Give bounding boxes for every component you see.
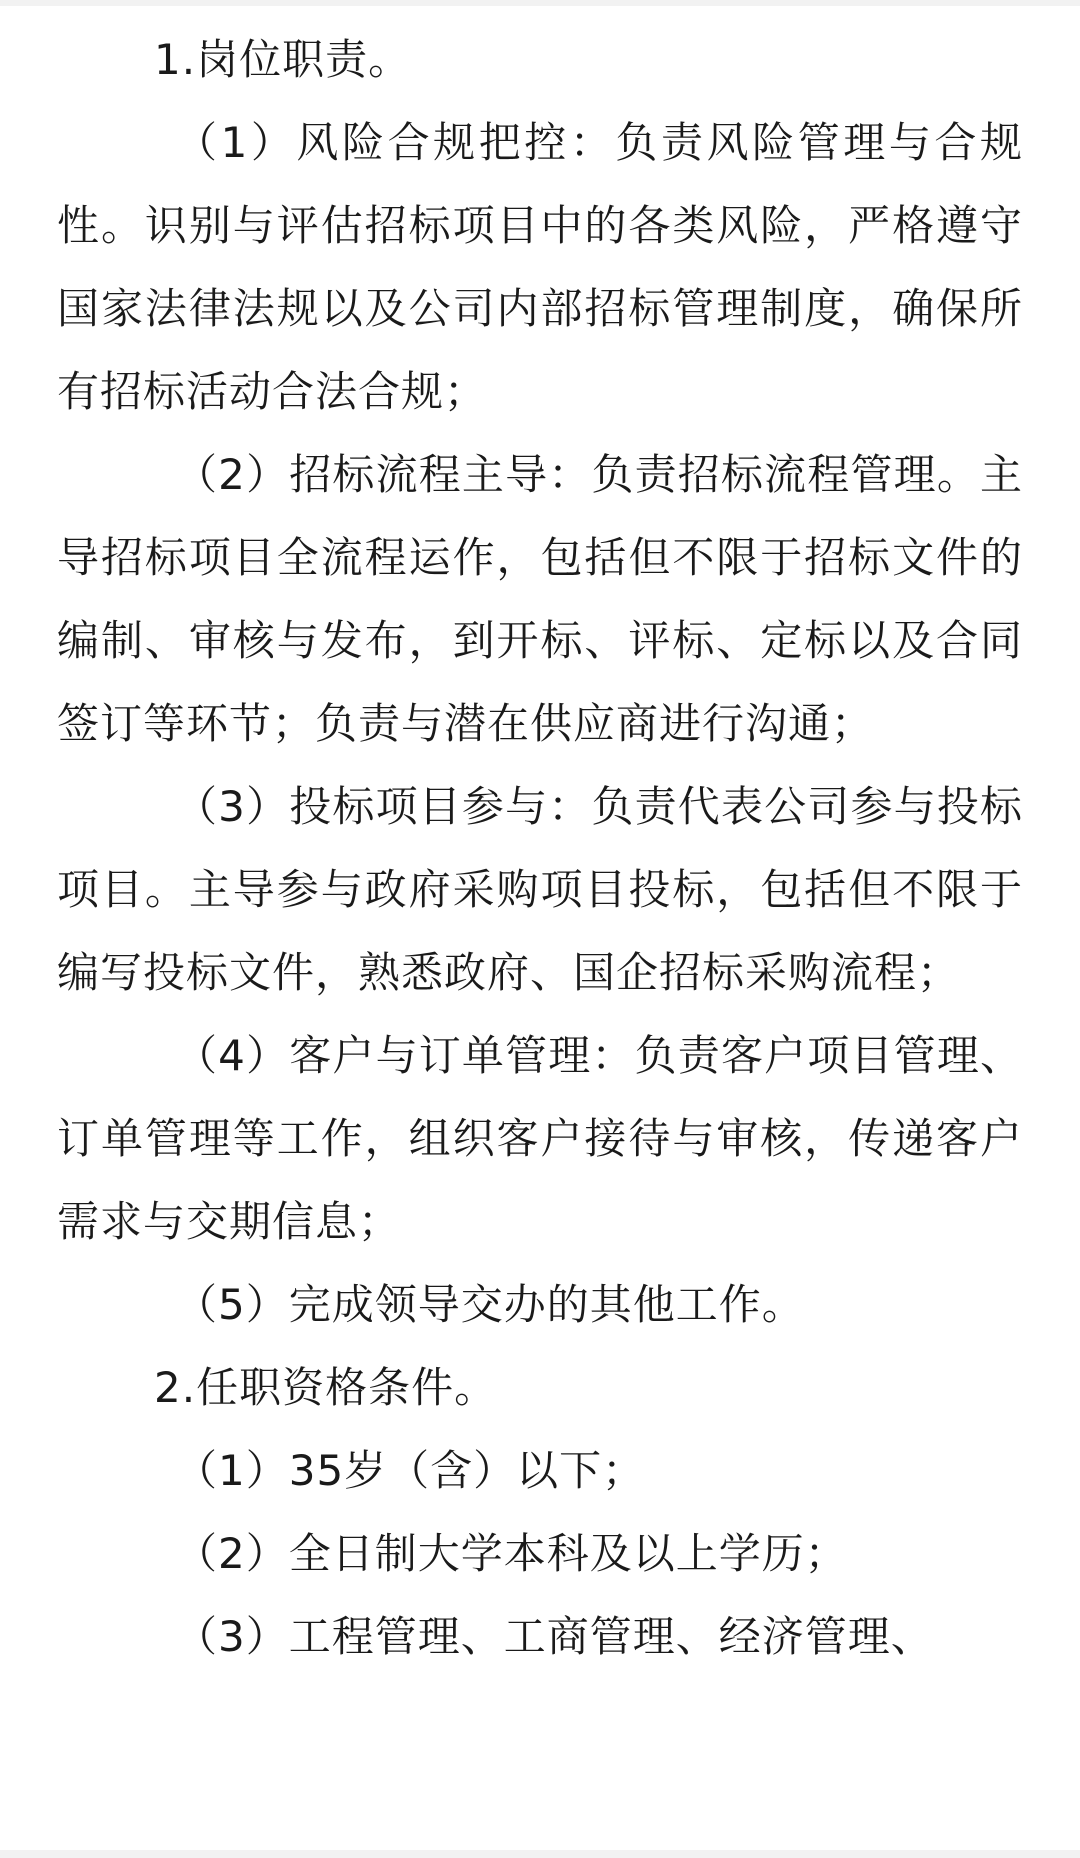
bottom-divider	[0, 1850, 1080, 1858]
duty-item-2: （2）招标流程主导：负责招标流程管理。主导招标项目全流程运作，包括但不限于招标文件的编制、审核与发布，到开标、评标、定标以及合同签订等环节；负责与潜在供应商进行沟通；	[57, 450, 1023, 748]
document-body	[57, 18, 1023, 1678]
qualification-item-2: （2）全日制大学本科及以上学历；	[175, 1529, 848, 1578]
section-heading-qualifications: 2.任职资格条件。	[154, 1363, 498, 1412]
duty-item-5: （5）完成领导交办的其他工作。	[175, 1280, 805, 1329]
top-divider	[0, 0, 1080, 6]
duty-item-1: （1）风险合规把控：负责风险管理与合规性。识别与评估招标项目中的各类风险，严格遵守国家法律法规以及公司内部招标管理制度，确保所有招标活动合法合规；	[57, 118, 1023, 416]
qualification-item-3: （3）工程管理、工商管理、经济管理、	[175, 1612, 934, 1661]
duty-item-4: （4）客户与订单管理：负责客户项目管理、订单管理等工作，组织客户接待与审核，传递客户需求与交期信息；	[57, 1031, 1023, 1246]
qualification-item-1: （1）35岁（含）以下；	[175, 1446, 646, 1495]
section-heading-duties: 1.岗位职责。	[154, 35, 412, 84]
duty-item-3: （3）投标项目参与：负责代表公司参与投标项目。主导参与政府采购项目投标，包括但不限于编写投标文件，熟悉政府、国企招标采购流程；	[57, 782, 1023, 997]
